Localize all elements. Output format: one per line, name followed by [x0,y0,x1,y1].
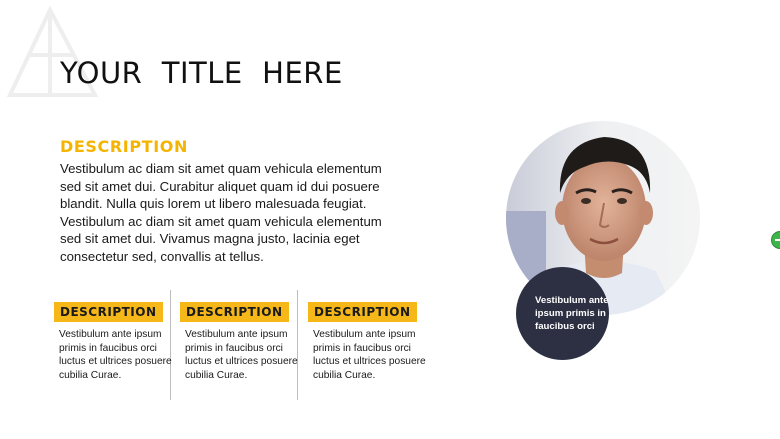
description-column-3 [308,302,426,382]
column-heading-badge: DESCRIPTION [308,302,417,322]
description-column-2 [180,302,298,382]
description-column-1 [54,302,172,382]
main-description-heading: DESCRIPTION [60,137,188,156]
caption-circle [516,267,609,360]
green-dot-icon[interactable] [771,231,780,249]
column-text: Vestibulum ante ipsum primis in faucibus orci luctus et ultrices posuere cubilia Curae. [185,329,298,381]
main-description-body: Vestibulum ac diam sit amet quam vehicula elementum sed sit amet dui. Curabitur aliquet quam id dui posuere blandit. Nulla quis lorem ut libero malesuada feugiat. Vestibulum ac diam sit amet quam vehicula elementum sed sit amet dui. Vivamus magna justo, lacinia eget consectetur sed, convallis at tellus. [60,161,382,264]
slide-title: YOUR TITLE HERE [60,56,343,90]
caption-circle-text: Vestibulum ante ipsum primis in faucibus orci [535,295,609,332]
column-heading-badge: DESCRIPTION [180,302,289,322]
watermark-shape-icon [0,0,110,110]
column-heading-badge: DESCRIPTION [54,302,163,322]
column-text: Vestibulum ante ipsum primis in faucibus orci luctus et ultrices posuere cubilia Curae. [313,329,426,381]
column-text: Vestibulum ante ipsum primis in faucibus orci luctus et ultrices posuere cubilia Curae. [59,329,172,381]
